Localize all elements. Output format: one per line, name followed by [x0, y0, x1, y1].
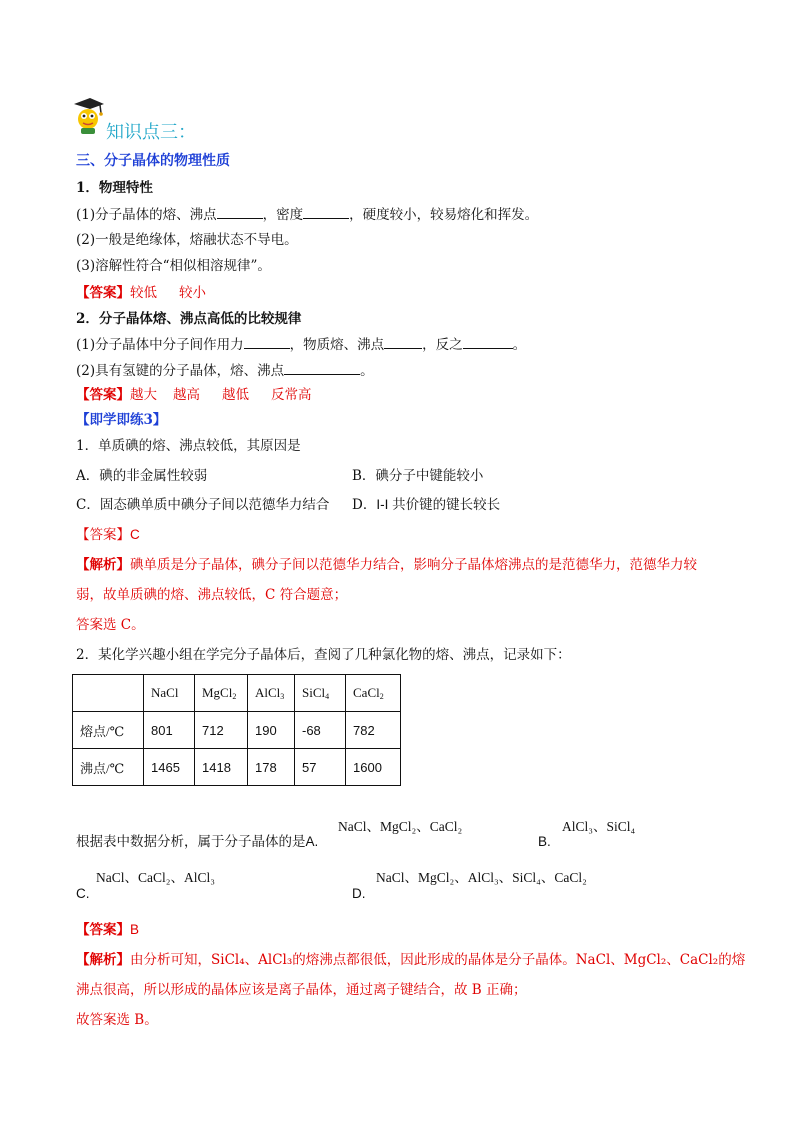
answer-value: 较低	[130, 285, 157, 301]
answer-value: 较小	[179, 285, 206, 301]
part2-line1-a: (1)分子晶体中分子间作用力	[76, 337, 244, 353]
blank-field	[384, 334, 422, 349]
q2-option-a-letter: A.	[305, 834, 319, 849]
part2-answer	[76, 385, 312, 405]
table-cell: 782	[346, 712, 401, 749]
part2-line1-d: 。	[512, 337, 527, 353]
q2-prompt-text: 根据表中数据分析，属于分子晶体的是	[76, 834, 306, 850]
table-cell: 57	[295, 749, 346, 786]
table-row-label: 沸点/℃	[73, 749, 144, 786]
analysis-tag: 【解析】	[76, 952, 130, 968]
part2-line2-a: (2)具有氢键的分子晶体，熔、沸点	[76, 363, 285, 379]
part1-line2: (2)一般是绝缘体，熔融状态不导电。	[76, 232, 298, 248]
table-cell: 1465	[144, 749, 195, 786]
analysis-text: 由分析可知，SiCl₄、AlCl₃的熔沸点都很低，因此形成的晶体是分子晶体。NaCl、MgCl₂、CaCl₂的熔	[130, 952, 746, 968]
part2-heading: 2．分子晶体熔、沸点高低的比较规律	[76, 311, 302, 327]
q2-option-d: NaCl、MgCl₂、AlCl₃、SiCl₄、CaCl₂	[376, 870, 587, 885]
q1-option-d-prefix: D．	[352, 497, 377, 513]
table-header-cell: AlCl$_3$	[248, 675, 295, 712]
q1-conclusion: 答案选 C。	[76, 617, 145, 633]
section-title: 三、分子晶体的物理性质	[76, 153, 230, 169]
section-header-label: 知识点三：	[106, 122, 196, 143]
q2-option-c: NaCl、CaCl₂、AlCl₃	[96, 870, 215, 885]
blank-field	[217, 204, 263, 219]
table-cell: 801	[144, 712, 195, 749]
table-row	[73, 749, 401, 786]
table-header-cell: CaCl$_2$	[346, 675, 401, 712]
table-header-row	[73, 675, 401, 712]
q1-option-a: A．碘的非金属性较弱	[76, 468, 208, 484]
graduate-owl-icon	[70, 96, 106, 136]
table-cell: 1418	[195, 749, 248, 786]
answer-tag: 【答案】	[76, 922, 130, 938]
part2-line1-c: ，反之	[422, 337, 463, 353]
table-cell: 712	[195, 712, 248, 749]
q2-option-b: AlCl₃、SiCl₄	[562, 819, 636, 834]
part1-line1	[76, 204, 538, 225]
part1-answer	[76, 283, 206, 303]
q2-option-a: NaCl、MgCl₂、CaCl₂	[338, 819, 463, 834]
q1-option-c: C．固态碘单质中碘分子间以范德华力结合	[76, 497, 330, 513]
table-row-label: 熔点/℃	[73, 712, 144, 749]
part1-heading: 1．物理特性	[76, 180, 153, 196]
q2-option-c-letter: C.	[76, 886, 90, 901]
part2-line2	[76, 360, 374, 381]
table-cell: 190	[248, 712, 295, 749]
blank-field	[463, 334, 513, 349]
answer-value: C	[130, 527, 140, 542]
practice-label: 【即学即练3】	[76, 412, 167, 428]
analysis-text: 碘单质是分子晶体，碘分子间以范德华力结合，影响分子晶体熔沸点的是范德华力，范德华力较	[130, 557, 697, 573]
blank-field	[284, 360, 360, 375]
answer-tag: 【答案】	[76, 285, 130, 301]
q2-option-d-letter: D.	[352, 886, 366, 901]
q2-option-b-letter: B.	[538, 834, 551, 849]
q1-option-d-text: I-I 共价键的键长较长	[376, 497, 501, 512]
q2-analysis-line1	[76, 950, 745, 970]
part1-line3: (3)溶解性符合“相似相溶规律”。	[76, 258, 271, 274]
table-cell: 1600	[346, 749, 401, 786]
q1-analysis-line1	[76, 555, 697, 575]
answer-value: 越高	[173, 387, 200, 403]
table-header-cell: NaCl	[144, 675, 195, 712]
table-header-cell: SiCl$_4$	[295, 675, 346, 712]
answer-tag: 【答案】	[76, 527, 130, 543]
table-cell: 178	[248, 749, 295, 786]
table-header-cell: MgCl$_2$	[195, 675, 248, 712]
q1-answer	[76, 525, 140, 545]
q2-analysis-line2: 沸点很高，所以形成的晶体应该是离子晶体，通过离子键结合，故 B 正确；	[76, 982, 527, 998]
q2-answer	[76, 920, 139, 940]
part1-line1-a: (1)分子晶体的熔、沸点	[76, 207, 217, 223]
answer-value: 反常高	[271, 387, 312, 403]
q2-prompt	[76, 832, 318, 852]
q2-stem: 2．某化学兴趣小组在学完分子晶体后，查阅了几种氯化物的熔、沸点，记录如下：	[76, 647, 571, 663]
table-cell: -68	[295, 712, 346, 749]
answer-value: 越大	[130, 387, 157, 403]
part2-line1	[76, 334, 526, 355]
melting-boiling-table	[72, 674, 401, 786]
q1-option-b: B．碘分子中键能较小	[352, 468, 484, 484]
blank-field	[303, 204, 349, 219]
answer-tag: 【答案】	[76, 387, 130, 403]
table-header-cell	[73, 675, 144, 712]
blank-field	[244, 334, 290, 349]
q2-conclusion: 故答案选 B。	[76, 1012, 158, 1028]
part2-line2-b: 。	[360, 363, 374, 379]
q1-stem: 1．单质碘的熔、沸点较低，其原因是	[76, 438, 301, 454]
part1-line1-b: ，密度	[262, 207, 304, 223]
table-row	[73, 712, 401, 749]
part2-line1-b: ，物质熔、沸点	[289, 337, 385, 353]
answer-value: B	[130, 922, 140, 937]
answer-value: 越低	[222, 387, 249, 403]
analysis-tag: 【解析】	[76, 557, 130, 573]
q1-option-d	[352, 495, 500, 515]
q1-analysis-line2: 弱，故单质碘的熔、沸点较低，C 符合题意；	[76, 587, 348, 603]
part1-line1-c: ，硬度较小，较易熔化和挥发。	[349, 207, 539, 223]
